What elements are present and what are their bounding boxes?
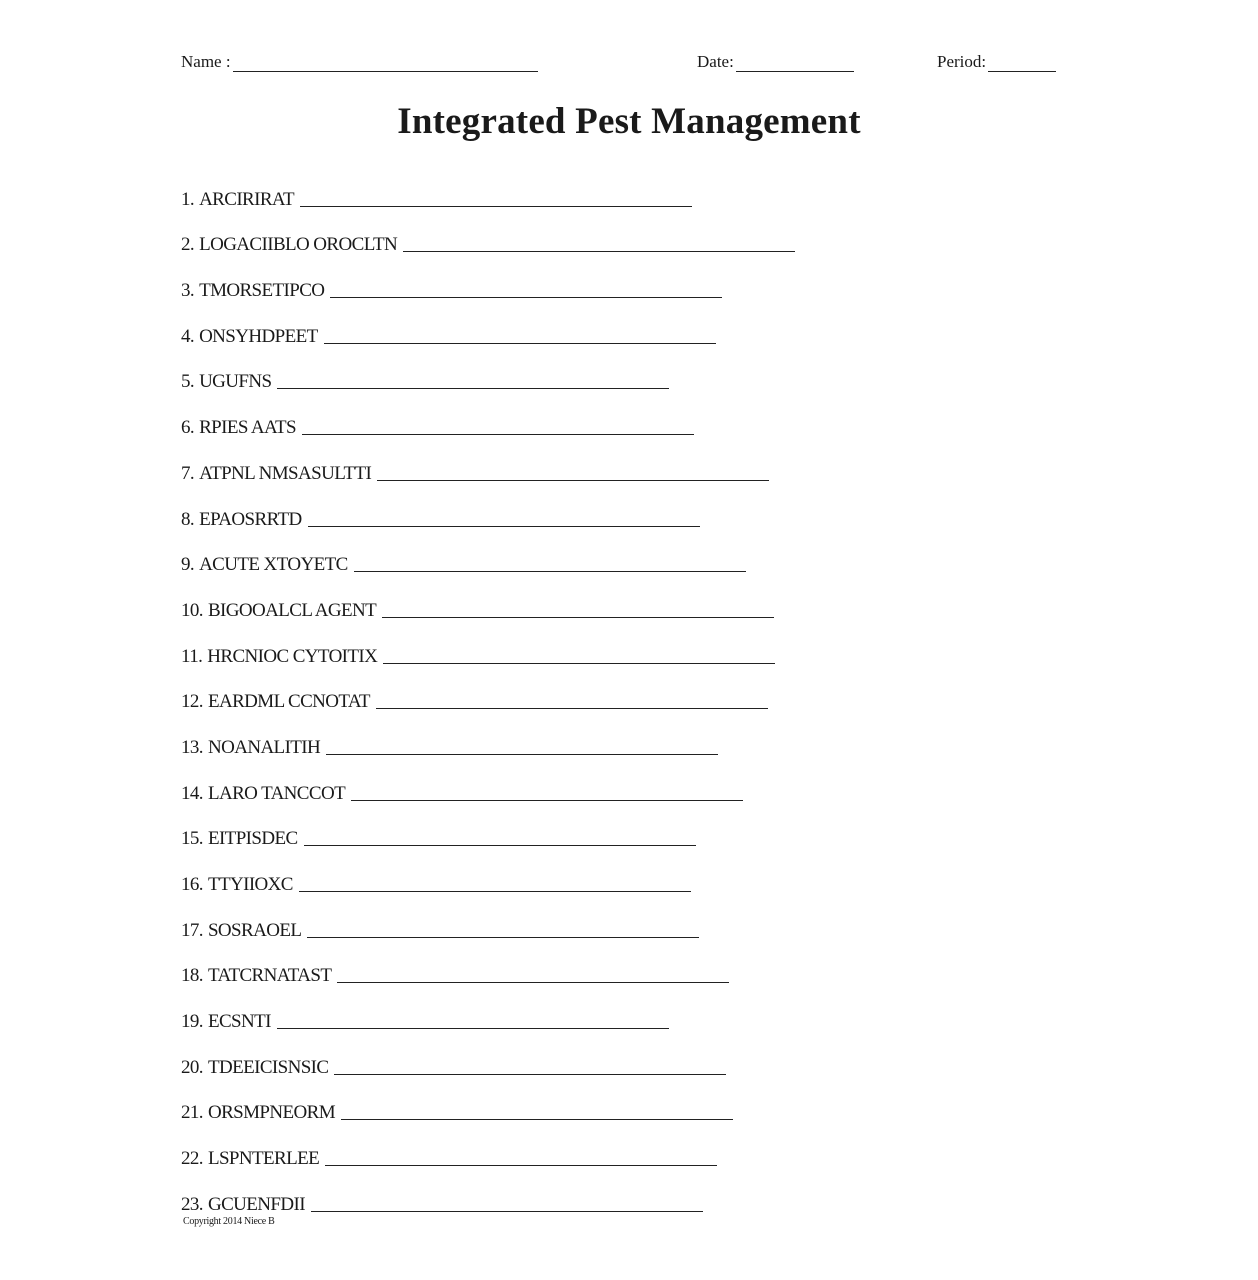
list-item [181, 805, 1081, 851]
answer-blank-line [277, 370, 669, 389]
answer-blank-line [341, 1101, 733, 1120]
scrambled-word: TTYIIOXC [207, 874, 293, 895]
list-item [181, 1170, 1081, 1216]
answer-blank-line [330, 279, 722, 298]
answer-blank-line [326, 736, 718, 755]
list-item [181, 439, 1081, 485]
scrambled-word: EARDML CCNOTAT [207, 691, 370, 713]
item-number: 1. [181, 188, 195, 210]
page-title: Integrated Pest Management [397, 101, 861, 142]
item-number: 13. [181, 736, 203, 758]
item-number: 2. [181, 234, 195, 256]
scrambled-word: EITPISDEC [207, 828, 298, 850]
scrambled-word: TMORSETIPCO [199, 280, 325, 302]
item-number: 18. [181, 965, 203, 987]
answer-blank-line [308, 508, 700, 527]
date-blank-line [736, 53, 854, 72]
list-item [181, 987, 1081, 1033]
list-item [181, 393, 1081, 439]
list-item [181, 713, 1081, 759]
list-item [181, 211, 1081, 257]
answer-blank-line [334, 1056, 726, 1075]
scrambled-word: TDEEICISNSIC [207, 1056, 329, 1078]
scrambled-word: ATPNL NMSASULTTI [199, 462, 372, 484]
header-fields [181, 52, 1071, 80]
item-number: 14. [181, 782, 203, 804]
item-number: 12. [181, 691, 203, 713]
answer-blank-line [376, 690, 768, 709]
answer-blank-line [383, 645, 775, 664]
list-item [181, 942, 1081, 988]
list-item [181, 302, 1081, 348]
list-item [181, 348, 1081, 394]
name-field [181, 52, 538, 72]
scrambled-word: UGUFNS [199, 371, 272, 393]
item-number: 20. [181, 1056, 203, 1078]
scrambled-word: RPIES AATS [199, 417, 297, 439]
list-item [181, 850, 1081, 896]
date-label: Date: [697, 52, 734, 71]
item-number: 23. [181, 1193, 203, 1215]
item-number: 6. [181, 417, 195, 439]
answer-blank-line [299, 873, 691, 892]
answer-blank-line [277, 1010, 669, 1029]
list-item [181, 531, 1081, 577]
scrambled-word: LARO TANCCOT [207, 782, 346, 804]
scrambled-word: BIGOOALCL AGENT [207, 599, 377, 621]
scrambled-word: GCUENFDII [207, 1193, 305, 1215]
item-number: 16. [181, 874, 203, 895]
item-number: 19. [181, 1011, 203, 1033]
answer-blank-line [351, 782, 743, 801]
answer-blank-line [325, 1147, 717, 1166]
list-item [181, 576, 1081, 622]
item-number: 3. [181, 280, 195, 302]
scrambled-word: ARCIRIRAT [199, 188, 294, 210]
list-item [181, 256, 1081, 302]
name-label: Name : [181, 52, 231, 71]
period-label: Period: [937, 52, 987, 71]
scrambled-word: ECSNTI [207, 1011, 271, 1033]
list-item [181, 759, 1081, 805]
scrambled-word: ORSMPNEORM [207, 1102, 335, 1124]
answer-blank-line [311, 1193, 703, 1212]
answer-blank-line [337, 964, 729, 983]
name-blank-line [233, 53, 538, 72]
list-item [181, 668, 1081, 714]
list-item [181, 165, 1081, 211]
answer-blank-line [300, 188, 692, 207]
scrambled-word: LOGACIIBLO OROCLTN [199, 234, 398, 256]
item-number: 22. [181, 1148, 203, 1170]
answer-blank-line [354, 553, 746, 572]
scramble-list [181, 165, 1081, 1216]
answer-blank-line [324, 325, 716, 344]
answer-blank-line [304, 827, 696, 846]
scrambled-word: TATCRNATAST [207, 965, 332, 987]
scrambled-word: NOANALITIH [207, 736, 321, 758]
scrambled-word: HRCNIOC CYTOITIX [207, 645, 378, 667]
item-number: 9. [181, 554, 195, 576]
item-number: 15. [181, 828, 203, 850]
item-number: 11. [181, 645, 203, 667]
item-number: 4. [181, 325, 195, 347]
answer-blank-line [302, 416, 694, 435]
copyright-notice: Copyright 2014 Niece B [183, 1216, 275, 1227]
list-item [181, 1033, 1081, 1079]
period-field [937, 52, 1056, 72]
scrambled-word: LSPNTERLEE [207, 1148, 320, 1170]
item-number: 5. [181, 371, 195, 393]
list-item [181, 1079, 1081, 1125]
answer-blank-line [377, 462, 769, 481]
list-item [181, 1124, 1081, 1170]
scrambled-word: ONSYHDPEET [199, 325, 318, 347]
answer-blank-line [403, 233, 795, 252]
scrambled-word: EPAOSRRTD [199, 508, 302, 530]
item-number: 21. [181, 1102, 203, 1124]
item-number: 17. [181, 919, 203, 941]
item-number: 7. [181, 462, 195, 484]
list-item [181, 622, 1081, 668]
answer-blank-line [307, 919, 699, 938]
scrambled-word: SOSRAOEL [207, 919, 302, 941]
item-number: 8. [181, 508, 195, 530]
answer-blank-line [382, 599, 774, 618]
list-item [181, 896, 1081, 942]
date-field [697, 52, 854, 72]
list-item [181, 485, 1081, 531]
item-number: 10. [181, 599, 203, 621]
scrambled-word: ACUTE XTOYETC [199, 554, 348, 576]
period-blank-line [988, 53, 1056, 72]
